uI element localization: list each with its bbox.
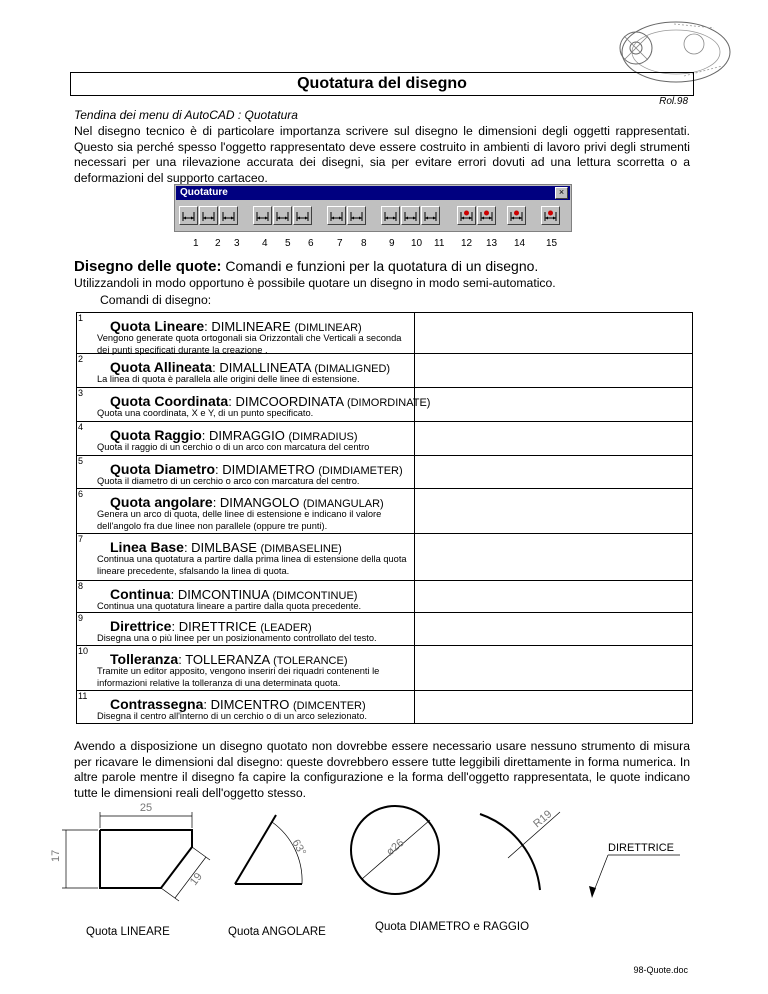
command-cmd: DIMDIAMETRO — [222, 462, 315, 477]
dim-linear-icon — [181, 208, 196, 223]
commands-label: Comandi di disegno: — [100, 293, 212, 307]
dim-tolerance-icon — [403, 208, 418, 223]
toolbar-number: 10 — [411, 238, 423, 249]
row-divider — [76, 612, 693, 613]
leader-label: DIRETTRICE — [608, 842, 674, 854]
toolbar-number: 15 — [546, 238, 558, 249]
command-cmd: DIMCENTRO — [210, 697, 290, 712]
command-name: Quota Coordinata — [110, 393, 229, 409]
command-title: Continua: DIMCONTINUA (DIMCONTINUE) — [110, 586, 358, 602]
outro-paragraph: Avendo a disposizione un disegno quotato non dovrebbe essere necessario usare nessuno strumento di misura per ricavare le dimensioni dal disegno: queste dovrebbero essere tutte leggibili direttamente in forma numerica. In altre parole mentre il disegno fa capire la configurazione e la forma dell'oggetto rappresentata, le quote indicano tutte le dimensioni reali dell'oggetto stesso. — [74, 739, 690, 800]
command-alt: (DIMLINEAR) — [294, 322, 362, 334]
command-number: 9 — [78, 613, 84, 623]
command-description: Quota il diametro di un cerchio o arco con marcatura del centro. — [97, 476, 360, 486]
row-divider — [76, 533, 693, 534]
footer-filename: 98-Quote.doc — [633, 965, 688, 975]
toolbar-title: Quotature — [176, 186, 570, 200]
dim-angular-icon — [295, 208, 310, 223]
command-name: Direttrice — [110, 618, 172, 634]
reference-code: Rol.98 — [659, 96, 688, 107]
command-title: Quota Coordinata: DIMCOORDINATA (DIMORDINATE) — [110, 393, 431, 409]
command-name: Quota angolare — [110, 494, 213, 510]
command-name: Quota Allineata — [110, 359, 213, 375]
dimension-toolbar — [174, 184, 572, 232]
dim-d26: ø26 — [384, 836, 407, 859]
command-title: Quota Allineata: DIMALLINEATA (DIMALIGNED) — [110, 359, 391, 375]
dim-extra1-icon — [459, 208, 474, 223]
dim-center-button[interactable] — [421, 206, 440, 225]
dim-extra4-icon — [543, 208, 558, 223]
command-name: Linea Base — [110, 539, 184, 555]
angular-example — [235, 815, 302, 884]
command-description: Genera un arco di quota, delle linee di estensione e indicano il valore dell'angolo fra due linee non parallele (oppure tre punti). — [97, 509, 382, 531]
command-alt: (DIMANGULAR) — [303, 498, 384, 510]
command-alt: (DIMCENTER) — [292, 700, 366, 712]
command-cmd: DIMALLINEATA — [219, 360, 311, 375]
dim-ordinate-icon — [221, 208, 236, 223]
dim-diameter-button[interactable] — [273, 206, 292, 225]
dim-baseline-icon — [329, 208, 344, 223]
command-description: Tramite un editor apposito, vengono inseriri dei riquadri contenenti le informazioni relative la tolleranza di una determinata quota. — [97, 666, 380, 688]
dim-continue-icon — [349, 208, 364, 223]
command-alt: (DIMBASELINE) — [260, 543, 342, 555]
dim-extra4-button[interactable] — [541, 206, 560, 225]
dim-diameter-icon — [275, 208, 290, 223]
command-description: La linea di quota è parallela alle origini delle linee di estensione. — [97, 374, 360, 384]
dim-extra3-icon — [509, 208, 524, 223]
table-divider — [414, 312, 415, 724]
menu-subtitle: Tendina dei menu di AutoCAD : Quotatura — [74, 108, 298, 122]
command-number: 4 — [78, 422, 84, 432]
dim-leader-button[interactable] — [381, 206, 400, 225]
dim-r19: R19 — [531, 808, 555, 831]
command-cmd: DIMLBASE — [191, 540, 257, 555]
toolbar-number: 1 — [193, 238, 199, 249]
dim-radius-button[interactable] — [253, 206, 272, 225]
command-cmd: DIMLINEARE — [211, 319, 291, 334]
diameter-example — [351, 806, 560, 894]
command-title: Linea Base: DIMLBASE (DIMBASELINE) — [110, 539, 342, 555]
row-divider — [76, 387, 693, 388]
command-alt: (LEADER) — [260, 622, 312, 634]
row-divider — [76, 353, 693, 354]
row-divider — [76, 488, 693, 489]
toolbar-number: 12 — [461, 238, 473, 249]
command-title: Direttrice: DIRETTRICE (LEADER) — [110, 618, 312, 634]
command-name: Quota Raggio — [110, 427, 202, 443]
toolbar-number: 3 — [234, 238, 240, 249]
command-alt: (DIMALIGNED) — [314, 363, 391, 375]
toolbar-number: 7 — [337, 238, 343, 249]
dim-extra2-icon — [479, 208, 494, 223]
command-title: Quota Diametro: DIMDIAMETRO (DIMDIAMETER) — [110, 461, 403, 477]
command-cmd: DIMCOORDINATA — [235, 394, 344, 409]
dim-linear-button[interactable] — [179, 206, 198, 225]
dim-continue-button[interactable] — [347, 206, 366, 225]
row-divider — [76, 645, 693, 646]
command-alt: (DIMDIAMETER) — [318, 465, 403, 477]
toolbar-number: 9 — [389, 238, 395, 249]
command-number: 5 — [78, 456, 84, 466]
command-alt: (TOLERANCE) — [273, 655, 348, 667]
command-name: Quota Diametro — [110, 461, 216, 477]
caption-diameter: Quota DIAMETRO e RAGGIO — [375, 921, 530, 933]
close-icon[interactable]: × — [555, 187, 568, 199]
command-name: Contrassegna — [110, 696, 204, 712]
dim-baseline-button[interactable] — [327, 206, 346, 225]
command-alt: (DIMCONTINUE) — [272, 590, 358, 602]
dim-radius-icon — [255, 208, 270, 223]
command-description: Quota una coordinata, X e Y, di un punto specificato. — [97, 408, 314, 418]
toolbar-number: 13 — [486, 238, 498, 249]
command-cmd: DIMRAGGIO — [209, 428, 285, 443]
command-alt: (DIMRADIUS) — [288, 431, 358, 443]
dimension-examples — [40, 800, 740, 930]
dim-angular-button[interactable] — [293, 206, 312, 225]
command-number: 2 — [78, 354, 84, 364]
command-name: Tolleranza — [110, 651, 179, 667]
command-description: Continua una quotatura lineare a partire dalla quota precedente. — [97, 601, 362, 611]
command-title: Quota Raggio: DIMRAGGIO (DIMRADIUS) — [110, 427, 358, 443]
command-number: 10 — [78, 646, 89, 656]
dim-ordinate-button[interactable] — [219, 206, 238, 225]
dim-center-icon — [423, 208, 438, 223]
command-cmd: DIMANGOLO — [219, 495, 300, 510]
command-title: Tolleranza: TOLLERANZA (TOLERANCE) — [110, 651, 348, 667]
dim-63: 63° — [289, 837, 309, 858]
section-subtitle: Utilizzandoli in modo opportuno è possibile quotare un disegno in modo semi-automatico. — [74, 276, 556, 290]
command-number: 8 — [78, 581, 84, 591]
row-divider — [76, 690, 693, 691]
command-number: 6 — [78, 489, 84, 499]
toolbar-number: 14 — [514, 238, 526, 249]
toolbar-number: 2 — [215, 238, 221, 249]
leader-example — [589, 855, 680, 898]
dim-17: 17 — [50, 849, 62, 862]
dim-extra1-button[interactable] — [457, 206, 476, 225]
command-number: 7 — [78, 534, 84, 544]
command-description: Continua una quotatura a partire dalla prima linea di estensione della quota lineare precedente, sfalsando la linea di quota. — [97, 554, 407, 576]
section-heading-bold: Disegno delle quote: — [74, 258, 222, 275]
dim-extra2-button[interactable] — [477, 206, 496, 225]
page-title: Quotatura del disegno — [70, 72, 694, 96]
command-description: Disegna il centro all'interno di un cerchio o di un arco selezionato. — [97, 711, 367, 721]
intro-paragraph: Nel disegno tecnico è di particolare importanza scrivere sul disegno le dimensioni degli oggetti rappresentati. Questo sia perché spesso l'oggetto rappresentato deve essere costruito in ambienti di lavoro privi degli strumenti necessari per una rilevazione accurata dei disegni, sia per evitare errori dovuti ad una lettura scorretta o a deformazioni del supporto cartaceo. — [74, 124, 690, 185]
toolbar-number: 8 — [361, 238, 367, 249]
dim-tolerance-button[interactable] — [401, 206, 420, 225]
command-title: Contrassegna: DIMCENTRO (DIMCENTER) — [110, 696, 366, 712]
command-number: 11 — [78, 691, 88, 701]
command-title: Quota angolare: DIMANGOLO (DIMANGULAR) — [110, 494, 384, 510]
dim-aligned-icon — [201, 208, 216, 223]
section-heading — [74, 258, 538, 275]
command-title: Quota Lineare: DIMLINEARE (DIMLINEAR) — [110, 318, 362, 334]
dim-leader-icon — [383, 208, 398, 223]
caption-linear: Quota LINEARE — [86, 926, 170, 938]
command-name: Continua — [110, 586, 171, 602]
toolbar-number: 11 — [434, 238, 445, 249]
command-name: Quota Lineare — [110, 318, 205, 334]
command-cmd: DIMCONTINUA — [177, 587, 269, 602]
section-heading-rest: Comandi e funzioni per la quotatura di un disegno. — [221, 258, 539, 274]
row-divider — [76, 455, 693, 456]
row-divider — [76, 580, 693, 581]
row-divider — [76, 421, 693, 422]
toolbar-number: 6 — [308, 238, 314, 249]
command-description: Quota il raggio di un cerchio o di un arco con marcatura del centro — [97, 442, 370, 452]
command-cmd: DIRETTRICE — [178, 619, 257, 634]
dim-aligned-button[interactable] — [199, 206, 218, 225]
command-description: Disegna una o più linee per un posizionamento controllato del testo. — [97, 633, 377, 643]
dim-19: 19 — [187, 870, 205, 888]
command-number: 1 — [78, 313, 84, 323]
toolbar-number: 4 — [262, 238, 268, 249]
dim-25: 25 — [139, 802, 153, 814]
toolbar-number: 5 — [285, 238, 291, 249]
command-alt: (DIMORDINATE) — [346, 397, 431, 409]
dim-extra3-button[interactable] — [507, 206, 526, 225]
command-description: Vengono generate quota ortogonali sia Orizzontali che Verticali a seconda dei punti specificati durante la creazione . — [97, 333, 402, 355]
caption-angular: Quota ANGOLARE — [228, 926, 326, 938]
command-cmd: TOLLERANZA — [185, 652, 270, 667]
linear-example — [62, 812, 210, 901]
command-number: 3 — [78, 388, 84, 398]
